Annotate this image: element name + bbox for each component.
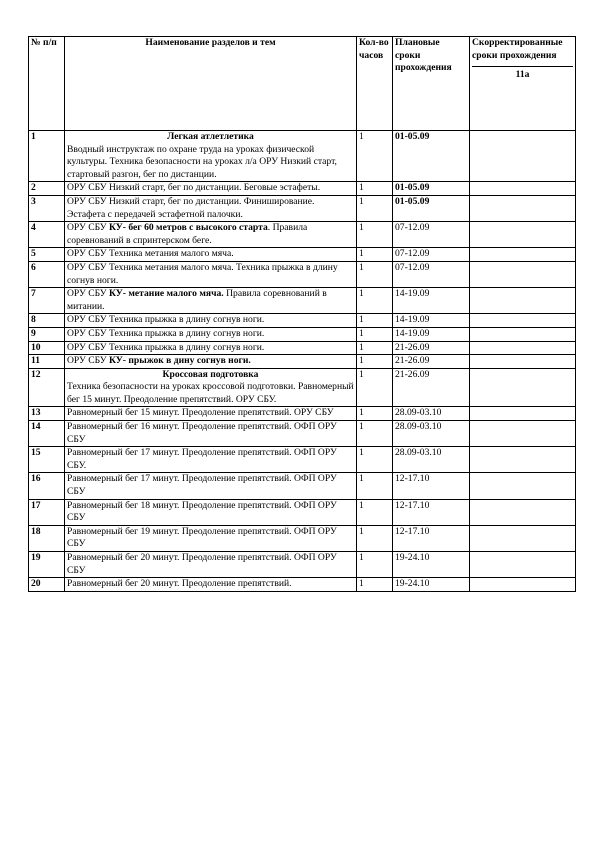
control-lesson-text: КУ- прыжок в дину согнув ноги. [108, 355, 251, 367]
row-planned-date: 14-19.09 [393, 288, 470, 314]
row-hours: 1 [357, 261, 393, 287]
row-number: 5 [29, 248, 65, 262]
row-planned-date: 28.09-03.10 [393, 447, 470, 473]
row-planned-date: 19-24.10 [393, 552, 470, 578]
row-corrected-date [470, 499, 576, 525]
row-planned-date: 01-05.09 [393, 182, 470, 196]
row-corrected-date [470, 195, 576, 221]
row-topic [65, 248, 357, 262]
row-corrected-date [470, 261, 576, 287]
row-hours: 1 [357, 421, 393, 447]
topic-text: ОРУ СБУ Техника прыжка в длину согнув ноги. [67, 327, 265, 339]
topic-text: ОРУ СБУ Техника прыжка в длину согнув ноги. [67, 314, 265, 326]
table-row [29, 447, 576, 473]
row-corrected-date [470, 368, 576, 407]
header-number: № п/п [29, 37, 65, 131]
topic-text: Равномерный бег 18 минут. Преодоление препятствий. ОФП ОРУ СБУ [67, 499, 337, 524]
row-number: 14 [29, 421, 65, 447]
topic-text-prefix: ОРУ СБУ [67, 222, 109, 234]
row-corrected-date [470, 552, 576, 578]
row-number: 9 [29, 327, 65, 341]
row-planned-date: 07-12.09 [393, 248, 470, 262]
row-planned-date: 21-26.09 [393, 341, 470, 355]
topic-text: ОРУ СБУ Низкий старт, бег по дистанции. Беговые эстафеты. [67, 182, 321, 194]
row-planned-date: 01-05.09 [393, 195, 470, 221]
row-number: 3 [29, 195, 65, 221]
row-topic [65, 368, 357, 407]
row-topic [65, 261, 357, 287]
row-number: 11 [29, 355, 65, 369]
row-topic [65, 407, 357, 421]
table-row [29, 182, 576, 196]
table-row [29, 421, 576, 447]
control-lesson-text: КУ- метание малого мяча. [108, 288, 224, 300]
row-hours: 1 [357, 248, 393, 262]
row-hours: 1 [357, 222, 393, 248]
row-planned-date: 21-26.09 [393, 355, 470, 369]
table-row [29, 473, 576, 499]
header-hours: Кол-во часов [357, 37, 393, 131]
topic-text: Равномерный бег 17 минут. Преодоление препятствий. ОФП ОРУ СБУ [67, 473, 337, 498]
table-row [29, 327, 576, 341]
row-planned-date: 14-19.09 [393, 327, 470, 341]
row-planned-date: 21-26.09 [393, 368, 470, 407]
row-hours: 1 [357, 368, 393, 407]
row-topic [65, 447, 357, 473]
row-hours: 1 [357, 552, 393, 578]
row-hours: 1 [357, 131, 393, 182]
topic-text-suffix: . Правила соревнований в спринтерском беге. [67, 222, 308, 246]
row-topic [65, 182, 357, 196]
lesson-plan-table [28, 36, 576, 592]
row-corrected-date [470, 578, 576, 592]
row-corrected-date [470, 407, 576, 421]
table-row [29, 407, 576, 421]
row-number: 8 [29, 314, 65, 328]
row-number: 4 [29, 222, 65, 248]
topic-text: Равномерный бег 15 минут. Преодоление препятствий. ОРУ СБУ [67, 407, 334, 419]
row-topic [65, 288, 357, 314]
table-row [29, 314, 576, 328]
row-corrected-date [470, 248, 576, 262]
table-row [29, 499, 576, 525]
row-hours: 1 [357, 341, 393, 355]
row-hours: 1 [357, 314, 393, 328]
row-hours: 1 [357, 499, 393, 525]
table-body [29, 131, 576, 592]
row-planned-date: 14-19.09 [393, 314, 470, 328]
control-lesson-text: КУ- бег 60 метров с высокого старта [108, 222, 268, 234]
row-corrected-date [470, 288, 576, 314]
topic-text: ОРУ СБУ Низкий старт, бег по дистанции. Финиширование. Эстафета с передачей эстафетной палочки. [67, 195, 315, 220]
row-planned-date: 12-17.10 [393, 473, 470, 499]
row-corrected-date [470, 222, 576, 248]
row-corrected-date [470, 314, 576, 328]
topic-text: ОРУ СБУ Техника метания малого мяча. [67, 248, 234, 260]
row-planned-date: 12-17.10 [393, 499, 470, 525]
topic-text: Равномерный бег 16 минут. Преодоление препятствий. ОФП ОРУ СБУ [67, 421, 337, 445]
row-hours: 1 [357, 447, 393, 473]
row-number: 1 [29, 131, 65, 182]
table-row [29, 368, 576, 407]
table-row [29, 552, 576, 578]
row-number: 12 [29, 368, 65, 407]
row-corrected-date [470, 131, 576, 182]
section-title: Кроссовая подготовка [162, 368, 259, 380]
row-corrected-date [470, 355, 576, 369]
table-row [29, 341, 576, 355]
row-number: 13 [29, 407, 65, 421]
row-topic [65, 222, 357, 248]
row-planned-date: 28.09-03.10 [393, 421, 470, 447]
row-corrected-date [470, 182, 576, 196]
row-corrected-date [470, 341, 576, 355]
table-row [29, 578, 576, 592]
row-hours: 1 [357, 355, 393, 369]
row-topic [65, 525, 357, 551]
row-topic [65, 131, 357, 182]
row-topic [65, 421, 357, 447]
row-topic [65, 341, 357, 355]
table-header-row [29, 37, 576, 131]
header-section-name: Наименование разделов и тем [65, 37, 357, 131]
row-planned-date: 01-05.09 [393, 131, 470, 182]
row-corrected-date [470, 421, 576, 447]
table-row [29, 248, 576, 262]
row-hours: 1 [357, 473, 393, 499]
topic-text: Равномерный бег 20 минут. Преодоление препятствий. [67, 578, 292, 590]
row-topic [65, 578, 357, 592]
table-row [29, 261, 576, 287]
topic-text: Равномерный бег 17 минут. Преодоление препятствий. ОФП ОРУ СБУ. [67, 447, 337, 471]
row-corrected-date [470, 473, 576, 499]
row-number: 10 [29, 341, 65, 355]
topic-text-prefix: ОРУ СБУ [67, 288, 109, 300]
row-topic [65, 355, 357, 369]
row-number: 20 [29, 578, 65, 592]
row-number: 16 [29, 473, 65, 499]
table-row [29, 288, 576, 314]
header-corrected-dates: Скорректированные сроки прохождения 11а [470, 37, 576, 131]
row-hours: 1 [357, 407, 393, 421]
row-number: 15 [29, 447, 65, 473]
row-number: 2 [29, 182, 65, 196]
row-number: 7 [29, 288, 65, 314]
table-row [29, 222, 576, 248]
row-topic [65, 314, 357, 328]
row-number: 18 [29, 525, 65, 551]
topic-text: Равномерный бег 20 минут. Преодоление препятствий. ОФП ОРУ СБУ [67, 552, 337, 576]
topic-text: Техника безопасности на уроках кроссовой подготовки. Равномерный бег 15 минут. Преодоление препятствий. ОРУ СБУ. [67, 381, 354, 405]
table-row [29, 355, 576, 369]
row-hours: 1 [357, 182, 393, 196]
topic-text: ОРУ СБУ Техника метания малого мяча. Техника прыжка в длину согнув ноги. [67, 261, 338, 286]
row-hours: 1 [357, 288, 393, 314]
row-hours: 1 [357, 578, 393, 592]
row-planned-date: 07-12.09 [393, 261, 470, 287]
topic-text-suffix: Правила соревнований в митании. [67, 288, 327, 312]
topic-text: Вводный инструктаж по охране труда на уроках физической культуры. Техника безопасности на уроках л/а ОРУ Низкий старт, стартовый разгон, бег по дистанции. [67, 143, 337, 180]
row-planned-date: 12-17.10 [393, 525, 470, 551]
topic-text: Равномерный бег 19 минут. Преодоление препятствий. ОФП ОРУ СБУ [67, 525, 337, 550]
row-topic [65, 473, 357, 499]
row-number: 17 [29, 499, 65, 525]
table-row [29, 131, 576, 182]
row-topic [65, 327, 357, 341]
table-row [29, 525, 576, 551]
row-planned-date: 19-24.10 [393, 578, 470, 592]
row-hours: 1 [357, 525, 393, 551]
class-label: 11а [472, 66, 573, 82]
header-planned-dates: Плановые сроки прохождения [393, 37, 470, 131]
row-planned-date: 07-12.09 [393, 222, 470, 248]
table-row [29, 195, 576, 221]
row-corrected-date [470, 447, 576, 473]
row-topic [65, 195, 357, 221]
row-topic [65, 552, 357, 578]
row-hours: 1 [357, 327, 393, 341]
row-corrected-date [470, 525, 576, 551]
row-planned-date: 28.09-03.10 [393, 407, 470, 421]
row-number: 19 [29, 552, 65, 578]
row-number: 6 [29, 261, 65, 287]
topic-text-prefix: ОРУ СБУ [67, 355, 109, 367]
topic-text: ОРУ СБУ Техника прыжка в длину согнув ноги. [67, 341, 265, 353]
row-corrected-date [470, 327, 576, 341]
row-topic [65, 499, 357, 525]
section-title: Легкая атлетлетика [167, 131, 254, 142]
row-hours: 1 [357, 195, 393, 221]
